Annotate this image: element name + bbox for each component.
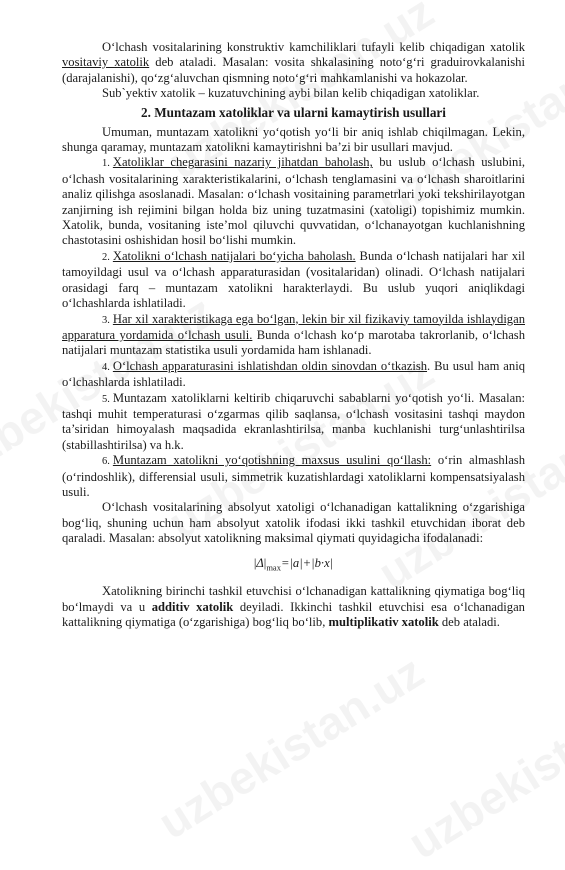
- item-number: 1.: [102, 158, 110, 170]
- list-item-6: [62, 453, 525, 500]
- formula-abs-right: |: [263, 555, 267, 570]
- formula-subscript: max: [266, 562, 281, 573]
- item-title: Xatolikni o‘lchash natijalari bo‘yicha baholash.: [112, 248, 356, 263]
- formula-delta: Δ: [256, 555, 264, 570]
- term-bold: multiplikativ xatolik: [328, 614, 439, 629]
- term-bold: additiv xatolik: [151, 599, 234, 614]
- paragraph-intro: Umuman, muntazam xatolikni yo‘qotish yo‘li bir aniq ishlab chiqilmagan. Lekin, shunga qaramay, muntazam xatolikni kamaytirishni ba’zi bir usullari mavjud.: [62, 124, 525, 155]
- watermark: [149, 644, 433, 850]
- item-text: o‘rin almashlash (o‘rindoshlik), differensial usuli, simmetrik kuzatishlardagi xatoliklarni kompensatsiyalash usuli.: [62, 453, 525, 499]
- document-page: [62, 40, 525, 630]
- text: deyiladi. Ikkinchi tashkil etuvchisi esa o‘lchanadigan kattalikning qiymatiga (o‘zgarishiga) bog‘liq bo‘lib,: [62, 599, 525, 629]
- item-text: Bunda o‘lchash natijalari har xil tamoyildagi usul va o‘lchash apparaturasidan (vositalaridan) olinadi. O‘lchash natijalari orasidagi farq – muntazam xatolikni harakterlaydi. Bu uslub yuqori aniqlikdagi o‘lchashlarda ishlatiladi.: [62, 248, 525, 311]
- list-item-5: [62, 391, 525, 454]
- item-text: Muntazam xatoliklarni keltirib chiqaruvchi sabablarni yo‘qotish yo‘li. Masalan: tashqi muhit temperaturasi o‘zgarmas qilib saqlansa, o‘lchash vositasini tashqi maydon ta’siridan himoyalash maqsadida ekranlashtirilsa, manba kuchlanishi turg‘unlashtirilsa (stabillashtirilsa) va h.k.: [62, 390, 525, 452]
- text: deb ataladi. Masalan: vosita shkalasining noto‘g‘ri graduirovkalanishi (darajalanishi), qo‘zg‘aluvchan qismning noto‘g‘ri mahkamlanishi va hokazolar.: [62, 55, 525, 85]
- formula-abs-left: |: [253, 555, 257, 570]
- list-item-3: [62, 312, 525, 359]
- paragraph-absolute-error: O‘lchash vositalarining absolyut xatoligi o‘lchanadigan kattalikning o‘zgarishiga bog‘liq, shuning uchun ham absolyut xatolik ifodasi ikki tashkil etuvchidan iborat deb qaraladi. Masalan: absolyut xatolikning maksimal qiymati quyidagicha ifodalanadi:: [62, 500, 525, 546]
- term-underlined: vositaviy xatolik: [62, 55, 150, 70]
- text: deb ataladi.: [438, 614, 500, 629]
- section-heading: 2. Muntazam xatoliklar va ularni kamaytirish usullari: [141, 104, 446, 120]
- paragraph-instrumental-error: [62, 40, 525, 86]
- item-title: Xatoliklar chegarasini nazariy jihatdan baholash,: [112, 155, 373, 170]
- text: O‘lchash vositalarining konstruktiv kamchiliklari tufayli kelib chiqadigan xatolik: [102, 40, 525, 54]
- paragraph-additive-multiplicative: [62, 584, 525, 630]
- item-title: Har xil xarakteristikaga ega bo‘lgan, lekin bir xil fizikaviy tamoyilda ishlaydigan apparatura yordamida o‘lchash usuli.: [62, 311, 525, 342]
- text: Xatolikning birinchi tashkil etuvchisi o‘lchanadigan kattalikning qiymatiga bog‘liq bo‘lmaydi va u: [62, 584, 525, 614]
- item-title: O‘lchash apparaturasini ishlatishdan oldin sinovdan o‘tkazish: [112, 358, 428, 373]
- item-text: Bunda o‘lchash ko‘p marotaba takrorlanib, o‘lchash natijalari muntazam statistika usuli yordamida ham ishlanadi.: [62, 327, 526, 358]
- item-number: 6.: [102, 456, 110, 468]
- formula-rhs: =|a|+|b·x|: [280, 555, 334, 570]
- list-item-2: [62, 249, 525, 312]
- list-item-1: [62, 155, 525, 248]
- item-number: 4.: [102, 361, 110, 373]
- list-item-4: [62, 359, 525, 391]
- item-number: 2.: [102, 251, 110, 263]
- item-number: 5.: [102, 393, 110, 405]
- item-title: Muntazam xatolikni yo‘qotishning maxsus usulini qo‘llash:: [112, 453, 432, 468]
- item-number: 3.: [102, 314, 110, 326]
- formula-max-error: [62, 555, 525, 576]
- watermark: [399, 664, 565, 870]
- item-text: bu uslub o‘lchash uslubini, o‘lchash vositalarining xarakteristikalarini, o‘lchash tenglamasini va o‘lchash sharoitlarini analiz qilishga asoslanadi. Masalan: o‘lchash vositaining parametrlari yoki tekshirilayotgan zanjirning ish rejimini bilgan holda biz uning tuzatmasini (xatoligi) topishimiz mumkin. Xatolik, bunda, vositaning iste’mol qiluvchi quvvatidan, o‘lchanayotgan kuchlanishning chastotasini oshishidan hosil bo‘lishi mumkin.: [62, 155, 525, 248]
- paragraph-subjective-error: Sub`yektiv xatolik – kuzatuvchining aybi bilan kelib chiqadigan xatoliklar.: [102, 86, 480, 101]
- item-text: . Bu usul ham aniq o‘lchashlarda ishlatiladi.: [62, 358, 525, 390]
